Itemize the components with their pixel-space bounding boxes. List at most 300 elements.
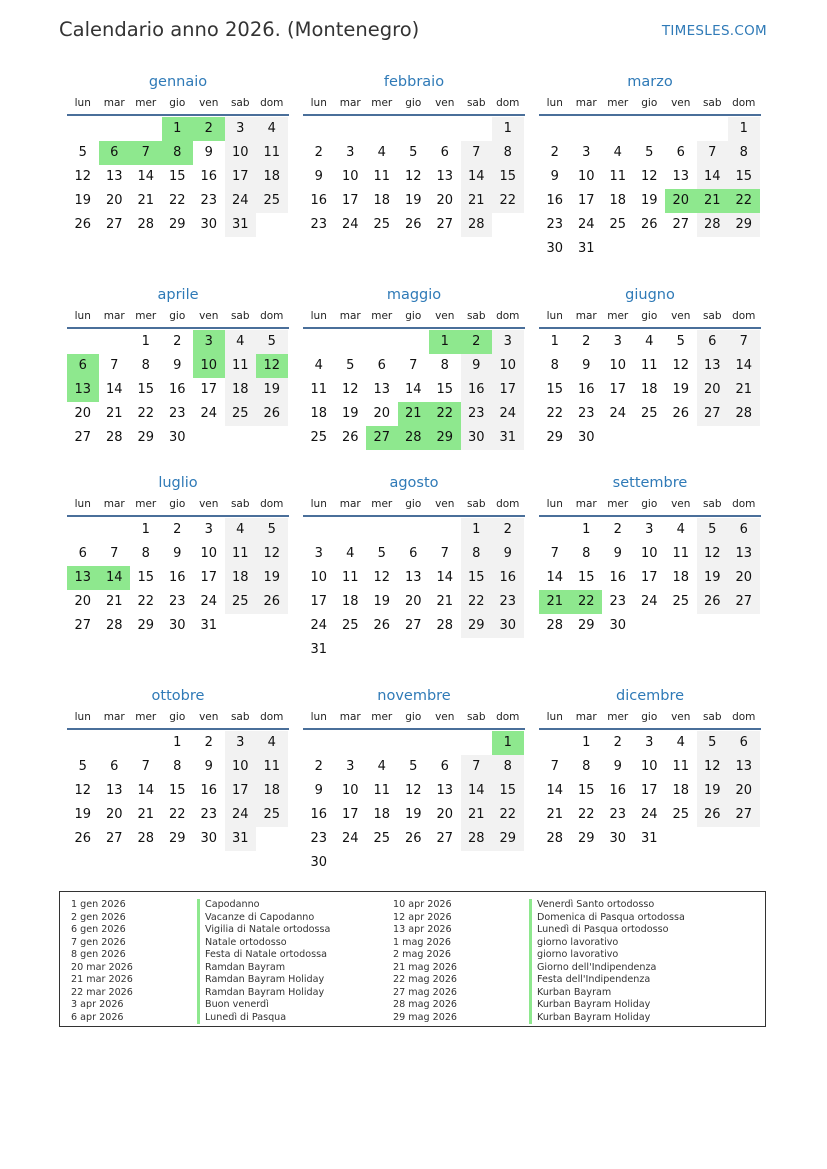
day-cell: 30	[310, 855, 328, 870]
day-cell: 30	[577, 430, 595, 445]
day-cell: 23	[492, 590, 524, 614]
legend-date: 2 mag 2026	[393, 949, 451, 960]
day-cell: 7	[461, 141, 493, 165]
day-cell: 19	[697, 566, 729, 590]
day-cell: 14	[461, 165, 493, 189]
day-cell: 16	[577, 382, 595, 397]
weekday-label: dom	[496, 498, 520, 510]
legend-names-right	[529, 899, 685, 1024]
month-febbraio	[303, 72, 525, 237]
legend-date: 29 mag 2026	[393, 1011, 458, 1023]
legend-date: 1 gen 2026	[71, 899, 126, 910]
empty-cell	[303, 117, 335, 141]
brand-link[interactable]: TIMESLES.COM	[661, 23, 767, 39]
day-cell: 22	[168, 193, 186, 208]
weekday-label: mer	[371, 310, 393, 322]
day-cell: 15	[577, 570, 595, 585]
weekday-header	[303, 95, 525, 116]
day-cell: 24	[225, 189, 257, 213]
weekday-label: ven	[199, 310, 219, 322]
weekday-label: ven	[435, 711, 455, 723]
holiday-day-cell: 22	[429, 402, 461, 426]
day-cell: 7	[141, 759, 150, 774]
day-grid	[539, 518, 761, 638]
day-cell: 20	[373, 406, 391, 421]
legend-holiday-name: Ramdan Bayram Holiday	[197, 974, 330, 987]
legend-date: 8 gen 2026	[71, 949, 126, 960]
empty-cell	[130, 117, 162, 141]
empty-cell	[398, 330, 430, 354]
day-cell: 24	[341, 217, 359, 232]
legend-holiday-name: giorno lavorativo	[529, 937, 685, 950]
day-cell: 19	[672, 382, 690, 397]
day-cell: 12	[672, 358, 690, 373]
day-cell: 22	[546, 406, 564, 421]
day-cell: 28	[546, 618, 564, 633]
empty-cell	[67, 731, 99, 755]
day-cell: 6	[440, 759, 449, 774]
day-cell: 8	[550, 358, 559, 373]
holiday-day-cell: 8	[162, 141, 194, 165]
holiday-day-cell: 22	[728, 189, 760, 213]
day-cell: 21	[546, 807, 564, 822]
day-cell: 23	[461, 402, 493, 426]
day-cell: 30	[200, 831, 218, 846]
day-cell: 1	[550, 334, 559, 349]
day-grid	[539, 117, 761, 261]
day-cell: 29	[728, 213, 760, 237]
day-cell: 12	[697, 755, 729, 779]
day-cell: 21	[137, 193, 155, 208]
day-cell: 1	[728, 117, 760, 141]
weekday-label: dom	[496, 97, 520, 109]
month-giugno	[539, 285, 761, 450]
holiday-day-cell: 21	[697, 189, 729, 213]
day-cell: 31	[225, 213, 257, 237]
day-cell: 13	[728, 542, 760, 566]
day-cell: 17	[640, 570, 658, 585]
day-cell: 3	[492, 330, 524, 354]
day-cell: 15	[492, 165, 524, 189]
weekday-header	[539, 95, 761, 116]
month-name: novembre	[377, 688, 451, 704]
legend-holiday-name: giorno lavorativo	[529, 949, 685, 962]
day-cell: 8	[728, 141, 760, 165]
weekday-label: mer	[371, 97, 393, 109]
day-cell: 12	[404, 783, 422, 798]
day-cell: 23	[200, 193, 218, 208]
weekday-label: mar	[103, 498, 125, 510]
day-cell: 2	[173, 522, 182, 537]
day-cell: 20	[105, 193, 123, 208]
day-cell: 8	[141, 546, 150, 561]
weekday-label: mar	[575, 498, 597, 510]
weekday-label: mar	[103, 310, 125, 322]
weekday-header	[67, 95, 289, 116]
day-cell: 10	[341, 169, 359, 184]
day-cell: 17	[341, 807, 359, 822]
day-cell: 3	[645, 522, 654, 537]
day-cell: 16	[310, 193, 328, 208]
weekday-label: dom	[260, 97, 284, 109]
legend-date: 6 apr 2026	[71, 1011, 124, 1023]
day-cell: 7	[409, 358, 418, 373]
day-cell: 13	[436, 783, 454, 798]
day-cell: 4	[645, 334, 654, 349]
day-cell: 24	[200, 594, 218, 609]
legend-dates-right	[393, 899, 457, 1024]
day-cell: 19	[74, 193, 92, 208]
holiday-day-cell: 2	[193, 117, 225, 141]
day-cell: 8	[582, 546, 591, 561]
day-cell: 9	[204, 145, 213, 160]
day-cell: 18	[672, 783, 690, 798]
weekday-header	[539, 709, 761, 730]
day-cell: 10	[310, 570, 328, 585]
day-cell: 3	[645, 735, 654, 750]
weekday-label: mar	[339, 498, 361, 510]
empty-cell	[429, 117, 461, 141]
day-cell: 29	[546, 430, 564, 445]
legend-date: 3 apr 2026	[71, 999, 124, 1010]
day-cell: 6	[110, 759, 119, 774]
day-cell: 17	[640, 783, 658, 798]
day-cell: 31	[577, 241, 595, 256]
day-cell: 28	[546, 831, 564, 846]
day-cell: 26	[256, 402, 288, 426]
day-cell: 20	[697, 378, 729, 402]
day-cell: 2	[204, 735, 213, 750]
day-cell: 1	[461, 518, 493, 542]
day-cell: 23	[168, 406, 186, 421]
weekday-header	[67, 709, 289, 730]
weekday-label: gio	[641, 711, 658, 723]
weekday-label: sab	[466, 97, 486, 109]
weekday-label: gio	[169, 498, 186, 510]
day-cell: 4	[377, 759, 386, 774]
holiday-day-cell: 13	[67, 566, 99, 590]
day-cell: 10	[492, 354, 524, 378]
weekday-label: sab	[702, 498, 722, 510]
day-cell: 2	[314, 759, 323, 774]
day-cell: 6	[676, 145, 685, 160]
empty-cell	[67, 330, 99, 354]
holiday-day-cell: 13	[67, 378, 99, 402]
weekday-label: gio	[641, 310, 658, 322]
weekday-label: lun	[74, 711, 91, 723]
day-cell: 21	[137, 807, 155, 822]
day-cell: 18	[310, 406, 328, 421]
weekday-label: lun	[310, 711, 327, 723]
day-cell: 3	[314, 546, 323, 561]
empty-cell	[366, 117, 398, 141]
day-cell: 29	[137, 430, 155, 445]
day-cell: 30	[461, 426, 493, 450]
empty-cell	[665, 117, 697, 141]
day-cell: 18	[341, 594, 359, 609]
day-cell: 20	[436, 807, 454, 822]
weekday-label: sab	[230, 711, 250, 723]
legend-holiday-name: Domenica di Pasqua ortodossa	[529, 912, 685, 925]
day-cell: 22	[577, 807, 595, 822]
day-cell: 5	[409, 759, 418, 774]
day-cell: 8	[141, 358, 150, 373]
empty-cell	[335, 518, 367, 542]
day-cell: 26	[404, 831, 422, 846]
day-cell: 27	[436, 217, 454, 232]
weekday-label: lun	[546, 498, 563, 510]
day-cell: 29	[577, 618, 595, 633]
weekday-label: dom	[732, 97, 756, 109]
weekday-label: mar	[339, 711, 361, 723]
day-cell: 9	[613, 546, 622, 561]
day-cell: 5	[377, 546, 386, 561]
weekday-label: lun	[74, 310, 91, 322]
day-cell: 25	[256, 803, 288, 827]
day-cell: 13	[373, 382, 391, 397]
month-ottobre	[67, 686, 289, 851]
weekday-label: mar	[339, 97, 361, 109]
day-cell: 18	[373, 807, 391, 822]
legend-date: 2 gen 2026	[71, 911, 126, 923]
day-cell: 28	[105, 430, 123, 445]
day-cell: 5	[645, 145, 654, 160]
day-cell: 27	[404, 618, 422, 633]
legend-holiday-name: Ramdan Bayram	[197, 962, 330, 975]
day-cell: 21	[728, 378, 760, 402]
legend-holiday-name: Buon venerdì	[197, 999, 330, 1012]
day-cell: 17	[609, 382, 627, 397]
legend-date: 22 mag 2026	[393, 974, 458, 985]
legend-date: 28 mag 2026	[393, 999, 458, 1010]
day-cell: 29	[168, 831, 186, 846]
weekday-header	[539, 496, 761, 517]
day-cell: 10	[640, 546, 658, 561]
day-cell: 5	[256, 330, 288, 354]
day-cell: 24	[341, 831, 359, 846]
weekday-label: lun	[310, 97, 327, 109]
day-grid	[67, 330, 289, 450]
day-cell: 30	[492, 614, 524, 638]
month-name: dicembre	[615, 688, 685, 704]
day-cell: 17	[577, 193, 595, 208]
weekday-label: mer	[135, 310, 157, 322]
weekday-header	[67, 496, 289, 517]
day-cell: 19	[341, 406, 359, 421]
day-cell: 16	[200, 783, 218, 798]
day-cell: 23	[609, 594, 627, 609]
legend-holiday-name: Vacanze di Capodanno	[197, 912, 330, 925]
day-cell: 17	[310, 594, 328, 609]
day-grid	[539, 731, 761, 851]
day-cell: 26	[697, 590, 729, 614]
day-cell: 30	[168, 430, 186, 445]
holiday-day-cell: 29	[429, 426, 461, 450]
day-cell: 17	[200, 570, 218, 585]
day-cell: 10	[640, 759, 658, 774]
day-cell: 31	[492, 426, 524, 450]
day-grid	[303, 731, 525, 875]
day-cell: 16	[461, 378, 493, 402]
day-cell: 14	[546, 783, 564, 798]
month-maggio	[303, 285, 525, 450]
weekday-label: sab	[466, 498, 486, 510]
legend-date: 22 mar 2026	[71, 986, 133, 998]
empty-cell	[99, 117, 131, 141]
day-cell: 3	[204, 522, 213, 537]
day-cell: 11	[341, 570, 359, 585]
weekday-label: sab	[230, 97, 250, 109]
day-cell: 14	[137, 783, 155, 798]
empty-cell	[366, 330, 398, 354]
weekday-label: ven	[671, 97, 691, 109]
day-cell: 27	[436, 831, 454, 846]
day-cell: 7	[697, 141, 729, 165]
day-cell: 5	[78, 145, 87, 160]
day-cell: 10	[225, 755, 257, 779]
day-cell: 28	[461, 827, 493, 851]
day-cell: 26	[672, 406, 690, 421]
day-cell: 5	[346, 358, 355, 373]
empty-cell	[130, 731, 162, 755]
day-cell: 30	[168, 618, 186, 633]
legend-holiday-name: Lunedì di Pasqua	[197, 1012, 330, 1025]
weekday-label: gio	[405, 498, 422, 510]
day-cell: 4	[676, 735, 685, 750]
empty-cell	[366, 518, 398, 542]
weekday-label: dom	[496, 310, 520, 322]
weekday-label: lun	[74, 498, 91, 510]
day-cell: 22	[461, 590, 493, 614]
weekday-label: gio	[169, 711, 186, 723]
weekday-label: dom	[496, 711, 520, 723]
day-cell: 9	[613, 759, 622, 774]
day-cell: 13	[436, 169, 454, 184]
day-cell: 7	[550, 759, 559, 774]
day-cell: 24	[640, 594, 658, 609]
day-cell: 10	[577, 169, 595, 184]
day-cell: 27	[728, 803, 760, 827]
day-cell: 20	[404, 594, 422, 609]
weekday-header	[303, 496, 525, 517]
day-cell: 7	[110, 546, 119, 561]
weekday-header	[303, 709, 525, 730]
day-cell: 26	[74, 831, 92, 846]
legend-holiday-name: Vigilia di Natale ortodossa	[197, 924, 330, 937]
empty-cell	[335, 117, 367, 141]
day-cell: 27	[672, 217, 690, 232]
day-cell: 20	[728, 779, 760, 803]
holiday-day-cell: 28	[398, 426, 430, 450]
day-cell: 25	[256, 189, 288, 213]
legend-date: 13 apr 2026	[393, 924, 452, 935]
empty-cell	[571, 117, 603, 141]
legend-holiday-name: Giorno dell'Indipendenza	[529, 962, 685, 975]
weekday-label: mar	[575, 711, 597, 723]
weekday-label: mar	[103, 711, 125, 723]
day-cell: 23	[609, 807, 627, 822]
day-cell: 2	[314, 145, 323, 160]
day-cell: 26	[640, 217, 658, 232]
empty-cell	[99, 330, 131, 354]
weekday-label: mar	[103, 97, 125, 109]
weekday-label: ven	[671, 498, 691, 510]
day-cell: 25	[225, 590, 257, 614]
day-cell: 20	[436, 193, 454, 208]
holiday-day-cell: 2	[461, 330, 493, 354]
day-cell: 26	[341, 430, 359, 445]
empty-cell	[303, 330, 335, 354]
day-grid	[67, 731, 289, 851]
day-cell: 15	[461, 566, 493, 590]
day-cell: 24	[609, 406, 627, 421]
day-cell: 13	[105, 169, 123, 184]
day-cell: 7	[440, 546, 449, 561]
empty-cell	[398, 731, 430, 755]
day-cell: 24	[640, 807, 658, 822]
day-cell: 7	[461, 755, 493, 779]
day-cell: 19	[256, 378, 288, 402]
weekday-label: mer	[607, 711, 629, 723]
month-name: gennaio	[148, 74, 208, 90]
weekday-label: ven	[199, 97, 219, 109]
day-cell: 24	[492, 402, 524, 426]
day-cell: 9	[492, 542, 524, 566]
day-cell: 14	[105, 382, 123, 397]
day-cell: 11	[373, 169, 391, 184]
holiday-legend	[59, 891, 766, 1027]
weekday-label: mer	[607, 97, 629, 109]
day-cell: 25	[341, 618, 359, 633]
weekday-label: mer	[135, 97, 157, 109]
day-cell: 2	[550, 145, 559, 160]
empty-cell	[634, 117, 666, 141]
day-cell: 1	[492, 117, 524, 141]
day-cell: 21	[461, 803, 493, 827]
legend-holiday-name: Festa dell'Indipendenza	[529, 974, 685, 987]
day-cell: 5	[697, 731, 729, 755]
day-cell: 20	[728, 566, 760, 590]
empty-cell	[67, 117, 99, 141]
day-cell: 15	[577, 783, 595, 798]
empty-cell	[303, 518, 335, 542]
day-cell: 18	[373, 193, 391, 208]
empty-cell	[335, 330, 367, 354]
day-cell: 25	[640, 406, 658, 421]
day-cell: 19	[404, 193, 422, 208]
day-cell: 11	[256, 755, 288, 779]
day-cell: 1	[141, 334, 150, 349]
day-cell: 12	[697, 542, 729, 566]
empty-cell	[461, 731, 493, 755]
day-grid	[303, 117, 525, 237]
day-cell: 23	[200, 807, 218, 822]
day-cell: 27	[74, 430, 92, 445]
day-cell: 31	[640, 831, 658, 846]
day-cell: 4	[676, 522, 685, 537]
day-cell: 12	[74, 169, 92, 184]
day-cell: 12	[256, 542, 288, 566]
day-cell: 31	[200, 618, 218, 633]
day-cell: 8	[492, 755, 524, 779]
legend-date: 6 gen 2026	[71, 924, 126, 935]
holiday-day-cell: 1	[492, 731, 524, 755]
day-cell: 9	[173, 546, 182, 561]
day-cell: 15	[492, 779, 524, 803]
day-cell: 27	[697, 402, 729, 426]
month-marzo	[539, 72, 761, 261]
day-cell: 10	[341, 783, 359, 798]
